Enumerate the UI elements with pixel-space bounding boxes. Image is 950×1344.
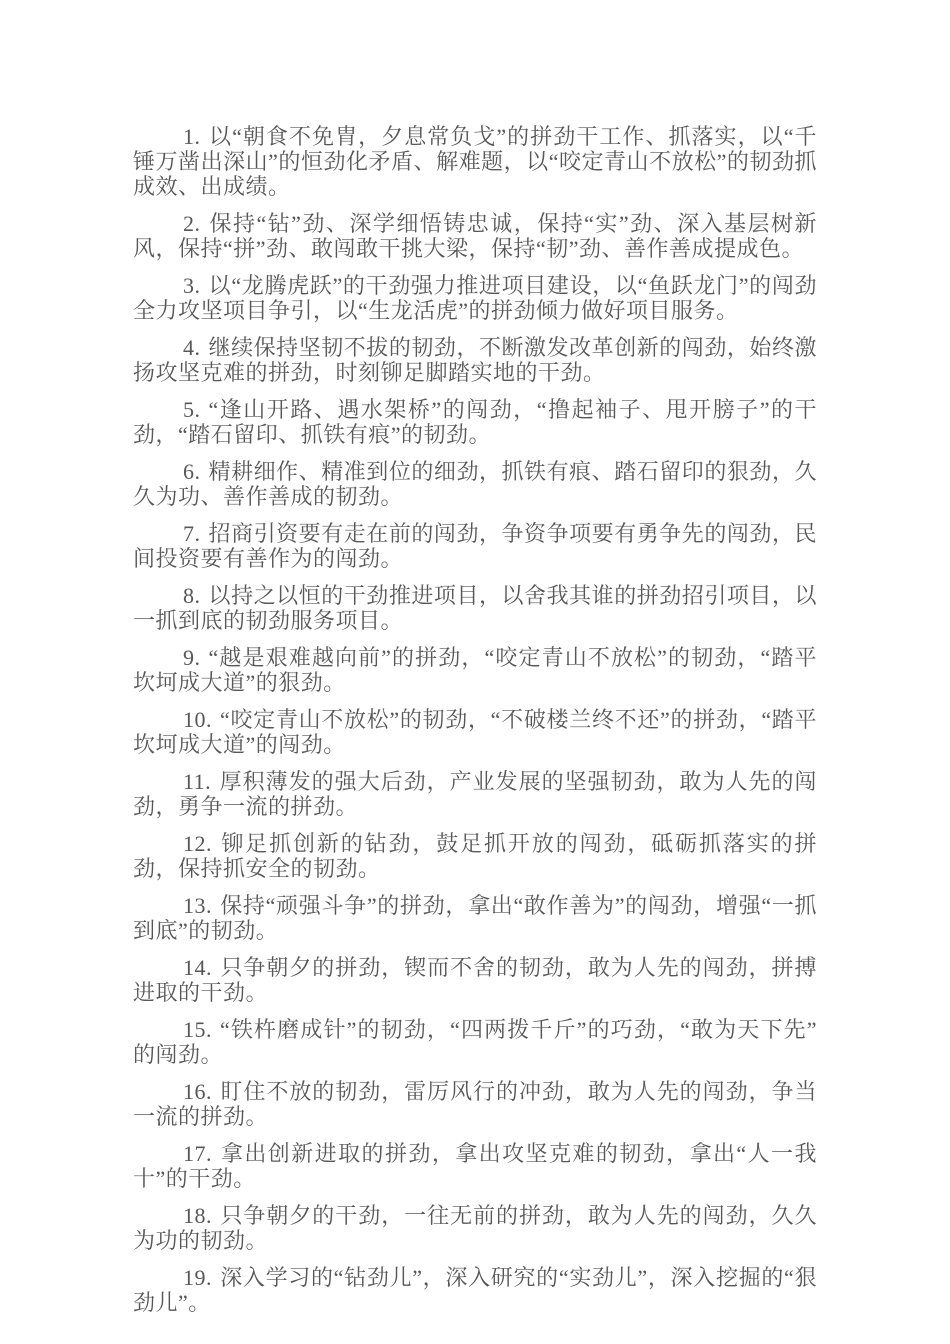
list-item: [133, 893, 817, 943]
list-item: [133, 831, 817, 881]
item-number: 3.: [183, 273, 201, 298]
list-item: [133, 1141, 817, 1191]
item-text: “铁杵磨成针”的韧劲，“四两拨千斤”的巧劲，“敢为天下先”的闯劲。: [133, 1017, 817, 1067]
item-text: “咬定青山不放松”的韧劲，“不破楼兰终不还”的拼劲，“踏平坎坷成大道”的闯劲。: [133, 707, 817, 757]
item-number: 12.: [183, 831, 212, 856]
list-item: [133, 1079, 817, 1129]
item-number: 10.: [183, 707, 212, 732]
list-item: [133, 707, 817, 757]
list-item: [133, 124, 817, 199]
item-number: 4.: [183, 335, 201, 360]
item-number: 14.: [183, 955, 212, 980]
item-number: 13.: [183, 893, 212, 918]
item-number: 11.: [183, 769, 212, 794]
list-item: [133, 955, 817, 1005]
item-number: 9.: [183, 645, 201, 670]
paragraph-list: [133, 124, 817, 1315]
item-text: 厚积薄发的强大后劲，产业发展的坚强韧劲，敢为人先的闯劲，勇争一流的拼劲。: [133, 769, 817, 819]
item-number: 18.: [183, 1203, 212, 1228]
item-text: 以“朝食不免胄，夕息常负戈”的拼劲干工作、抓落实，以“千锤万凿出深山”的恒劲化矛盾、解难题，以“咬定青山不放松”的韧劲抓成效、出成绩。: [133, 124, 817, 199]
list-item: [133, 397, 817, 447]
list-item: [133, 769, 817, 819]
item-text: 拿出创新进取的拼劲，拿出攻坚克难的韧劲，拿出“人一我十”的干劲。: [133, 1141, 817, 1191]
list-item: [133, 1203, 817, 1253]
item-number: 6.: [183, 459, 201, 484]
item-text: 继续保持坚韧不拔的韧劲，不断激发改革创新的闯劲，始终激扬攻坚克难的拼劲，时刻铆足脚踏实地的干劲。: [133, 335, 817, 385]
list-item: [133, 1265, 817, 1315]
item-text: “越是艰难越向前”的拼劲，“咬定青山不放松”的韧劲，“踏平坎坷成大道”的狠劲。: [133, 645, 817, 695]
item-text: 以“龙腾虎跃”的干劲强力推进项目建设，以“鱼跃龙门”的闯劲全力攻坚项目争引，以“生龙活虎”的拼劲倾力做好项目服务。: [133, 273, 817, 323]
list-item: [133, 1017, 817, 1067]
item-text: 招商引资要有走在前的闯劲，争资争项要有勇争先的闯劲，民间投资要有善作为的闯劲。: [133, 521, 817, 571]
item-number: 5.: [183, 397, 201, 422]
item-number: 19.: [183, 1265, 212, 1290]
item-number: 15.: [183, 1017, 212, 1042]
list-item: [133, 583, 817, 633]
item-number: 7.: [183, 521, 201, 546]
list-item: [133, 335, 817, 385]
item-number: 1.: [183, 124, 201, 149]
item-text: “逢山开路、遇水架桥”的闯劲，“撸起袖子、甩开膀子”的干劲，“踏石留印、抓铁有痕”的韧劲。: [133, 397, 817, 447]
item-text: 保持“钻”劲、深学细悟铸忠诚，保持“实”劲、深入基层树新风，保持“拼”劲、敢闯敢干挑大梁，保持“韧”劲、善作善成提成色。: [133, 211, 817, 261]
item-text: 只争朝夕的拼劲，锲而不舍的韧劲，敢为人先的闯劲，拼搏进取的干劲。: [133, 955, 817, 1005]
item-number: 16.: [183, 1079, 212, 1104]
list-item: [133, 645, 817, 695]
item-text: 以持之以恒的干劲推进项目，以舍我其谁的拼劲招引项目，以一抓到底的韧劲服务项目。: [133, 583, 817, 633]
list-item: [133, 521, 817, 571]
list-item: [133, 273, 817, 323]
item-text: 铆足抓创新的钻劲，鼓足抓开放的闯劲，砥砺抓落实的拼劲，保持抓安全的韧劲。: [133, 831, 817, 881]
item-text: 深入学习的“钻劲儿”，深入研究的“实劲儿”，深入挖掘的“狠劲儿”。: [133, 1265, 817, 1315]
item-text: 只争朝夕的干劲，一往无前的拼劲，敢为人先的闯劲，久久为功的韧劲。: [133, 1203, 817, 1253]
item-text: 保持“顽强斗争”的拼劲，拿出“敢作善为”的闯劲，增强“一抓到底”的韧劲。: [133, 893, 817, 943]
item-number: 2.: [183, 211, 201, 236]
item-text: 盯住不放的韧劲，雷厉风行的冲劲，敢为人先的闯劲，争当一流的拼劲。: [133, 1079, 817, 1129]
item-text: 精耕细作、精准到位的细劲，抓铁有痕、踏石留印的狠劲，久久为功、善作善成的韧劲。: [133, 459, 817, 509]
list-item: [133, 211, 817, 261]
list-item: [133, 459, 817, 509]
item-number: 17.: [183, 1141, 212, 1166]
item-number: 8.: [183, 583, 201, 608]
